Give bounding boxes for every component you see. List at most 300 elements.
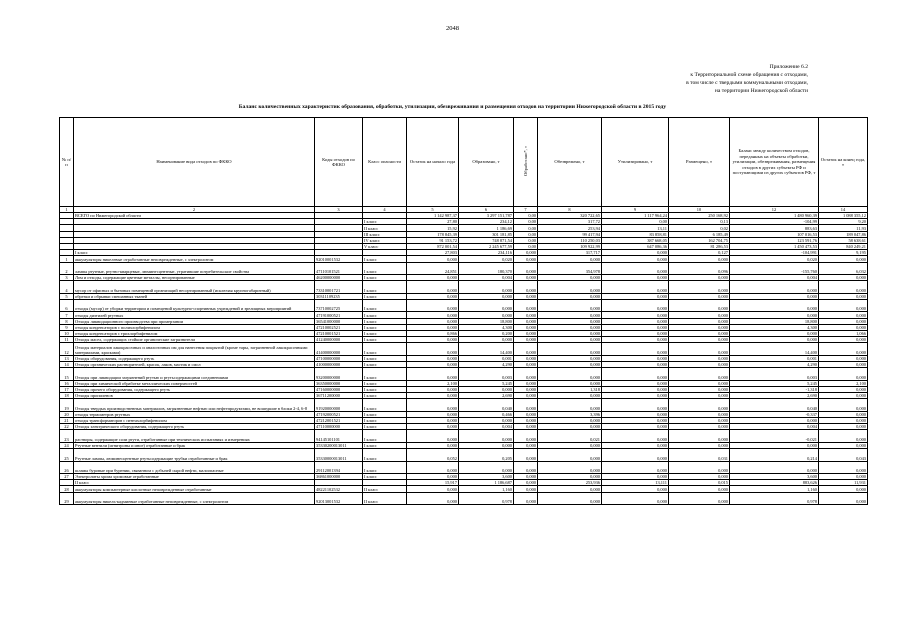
value-cell: 0,02 (669, 225, 730, 231)
hazard-class: I класс (363, 275, 407, 281)
header-cell: Остаток на начало года (407, 118, 459, 207)
value-cell: 0,000 (730, 330, 819, 336)
value-cell: 0,000 (669, 492, 730, 505)
value-cell: 0,000 (407, 324, 459, 330)
value-cell: 0,13 (669, 219, 730, 225)
value-cell: 1 480 960,39 (730, 213, 819, 219)
value-cell: 0,000 (730, 312, 819, 318)
value-cell: 0,000 (514, 318, 538, 324)
row-number: 19 (60, 399, 74, 412)
fkko-code: 41400000000 (315, 343, 363, 356)
table-row (60, 281, 868, 294)
value-cell: 0,000 (819, 424, 868, 430)
value-cell: 0,000 (669, 343, 730, 356)
value-cell: 0,000 (459, 442, 514, 448)
value-cell: 91 153,72 (407, 237, 459, 243)
hazard-class: I класс (363, 330, 407, 336)
value-cell: 27,80 (407, 219, 459, 225)
value-cell: 0,000 (602, 393, 669, 399)
hazard-class: I класс (363, 262, 407, 275)
hazard-class: I класс (363, 368, 407, 381)
fkko-code: 47160000000 (315, 386, 363, 392)
table-row (60, 449, 868, 462)
value-cell: 0,000 (669, 337, 730, 343)
header-cell-vertical: Обработано*, т (522, 146, 528, 177)
value-cell: 0,096 (669, 262, 730, 275)
hazard-class: I класс (363, 362, 407, 368)
value-cell: 0,000 (538, 449, 602, 462)
value-cell: 840 249,21 (819, 243, 868, 249)
value-cell: 0,000 (538, 293, 602, 299)
value-cell: 320 722,65 (538, 213, 602, 219)
hazard-class: I класс (363, 430, 407, 443)
waste-name: I класс (74, 250, 315, 256)
value-cell: 234,12 (459, 219, 514, 225)
value-cell: 0,000 (819, 362, 868, 368)
value-cell: 0,000 (602, 299, 669, 312)
value-cell: 0,000 (459, 293, 514, 299)
value-cell: 24,851 (407, 262, 459, 275)
value-cell: 9,195 (819, 250, 868, 256)
value-cell: 0,000 (538, 318, 602, 324)
value-cell: 14,400 (459, 343, 514, 356)
value-cell: 0,00 (514, 237, 538, 243)
value-cell: 354,978 (538, 262, 602, 275)
row-number: 4 (60, 281, 74, 294)
value-cell: 0,000 (819, 461, 868, 474)
value-cell: 0,000 (514, 380, 538, 386)
value-cell: 2,100 (407, 380, 459, 386)
value-cell: 0,000 (514, 492, 538, 505)
value-cell: 0,000 (538, 324, 602, 330)
value-cell: 0,000 (819, 399, 868, 412)
value-cell: 0,000 (819, 355, 868, 361)
waste-name: II класс (74, 480, 315, 486)
waste-name: отходы термометров ртутных (74, 411, 315, 417)
value-cell: 0,000 (602, 362, 669, 368)
fkko-code: 36350000000 (315, 380, 363, 386)
value-cell: 250 168,92 (669, 213, 730, 219)
value-cell: 234,116 (459, 250, 514, 256)
fkko-code: 47100000000 (315, 355, 363, 361)
value-cell: 0,000 (538, 355, 602, 361)
value-cell: 0,000 (459, 337, 514, 343)
value-cell: 0,000 (602, 424, 669, 430)
value-cell: 0,000 (669, 486, 730, 492)
value-cell: 0,000 (407, 256, 459, 262)
fkko-code: 47110000000 (315, 424, 363, 430)
hazard-class: I класс (363, 256, 407, 262)
value-cell: 162 704,75 (669, 237, 730, 243)
value-cell: 0,866 (407, 330, 459, 336)
value-cell: 0,000 (514, 411, 538, 417)
fkko-code: 47212001521 (315, 417, 363, 423)
waste-name: отходы диэтилей ртутных (74, 312, 315, 318)
waste-name: Отходы масел, содержащих стойкие органические загрязнители (74, 337, 315, 343)
value-cell: 0,000 (669, 430, 730, 443)
value-cell: 0,000 (602, 430, 669, 443)
value-cell: 58 638,61 (819, 237, 868, 243)
value-cell: 0,000 (407, 337, 459, 343)
value-cell: 0,000 (602, 343, 669, 356)
value-cell: 0,00 (514, 243, 538, 249)
value-cell: 1,160 (730, 486, 819, 492)
value-cell: 0,000 (514, 343, 538, 356)
table-row (60, 461, 868, 474)
waste-name: мусор от офисных и бытовых помещений организаций несортированный (исключая крупногабаритный) (74, 281, 315, 294)
column-number: 7 (514, 207, 538, 213)
value-cell: 0,000 (538, 312, 602, 318)
value-cell: 3,600 (459, 474, 514, 480)
value-cell: 0,000 (538, 337, 602, 343)
value-cell: 0,004 (459, 424, 514, 430)
value-cell: 0,000 (602, 262, 669, 275)
value-cell: 0,000 (669, 424, 730, 430)
hazard-class: I класс (363, 293, 407, 299)
value-cell: 0,000 (407, 386, 459, 392)
value-cell: 18,800 (459, 318, 514, 324)
hazard-class: V класс (363, 243, 407, 249)
value-cell: 0,052 (407, 449, 459, 462)
row-number: 22 (60, 424, 74, 430)
value-cell: 0,000 (538, 256, 602, 262)
waste-name: аккумуляторы никель-кадмиевые отработанные неповрежденные, с электролитом (74, 492, 315, 505)
row-number: 21 (60, 417, 74, 423)
hazard-class: I класс (363, 355, 407, 361)
value-cell: 0,000 (819, 486, 868, 492)
value-cell: 123 591,76 (730, 237, 819, 243)
value-cell: 0,200 (459, 330, 514, 336)
value-cell: 0,004 (730, 424, 819, 430)
table-row (60, 343, 868, 356)
waste-name: ВСЕГО по Нижегородской области (74, 213, 315, 219)
value-cell: 0,000 (514, 324, 538, 330)
column-number: 12 (730, 207, 819, 213)
value-cell: 0,000 (407, 486, 459, 492)
value-cell: 0,978 (459, 492, 514, 505)
value-cell: 0,040 (730, 399, 819, 412)
value-cell: 4,290 (730, 362, 819, 368)
value-cell: 0,00 (602, 219, 669, 225)
value-cell: 0,000 (514, 256, 538, 262)
value-cell: 0,040 (459, 399, 514, 412)
value-cell: 15,917 (407, 480, 459, 486)
value-cell: 0,000 (407, 343, 459, 356)
value-cell: 0,000 (514, 330, 538, 336)
page-number: 2048 (446, 25, 459, 32)
hazard-class: I класс (363, 324, 407, 330)
value-cell: 0,000 (514, 399, 538, 412)
value-cell: 0,000 (514, 281, 538, 294)
value-cell: 0,000 (602, 461, 669, 474)
column-number: 6 (459, 207, 514, 213)
value-cell: 4,300 (459, 324, 514, 330)
hazard-class: I класс (363, 474, 407, 480)
hazard-class: I класс (363, 281, 407, 294)
hazard-class: II класс (363, 225, 407, 231)
value-cell: 0,000 (602, 399, 669, 412)
fkko-code: 46200000000 (315, 275, 363, 281)
row-number: 5 (60, 293, 74, 299)
hazard-class: I класс (363, 393, 407, 399)
value-cell: 0,000 (602, 380, 669, 386)
value-cell: 0,000 (602, 293, 669, 299)
waste-name: Отходы при химической обработке металлических поверхностей (74, 380, 315, 386)
value-cell: 0,000 (602, 492, 669, 505)
value-cell: 0,000 (538, 299, 602, 312)
value-cell: 0,000 (602, 256, 669, 262)
value-cell: 1,318 (538, 386, 602, 392)
value-cell: 253,94 (538, 225, 602, 231)
value-cell: 110 250,03 (538, 237, 602, 243)
value-cell: 1 186,69 (459, 225, 514, 231)
value-cell: 0,000 (730, 281, 819, 294)
value-cell: 0,000 (459, 417, 514, 423)
value-cell: 0,000 (669, 474, 730, 480)
fkko-code: 36541000000 (315, 318, 363, 324)
value-cell: 14,400 (730, 343, 819, 356)
value-cell: 0,000 (819, 368, 868, 381)
header-cell: Размещено, т (669, 118, 730, 207)
value-cell: 0,004 (459, 275, 514, 281)
header-cell (514, 118, 538, 207)
fkko-code: 41240000000 (315, 337, 363, 343)
value-cell: 109 922,99 (538, 243, 602, 249)
row-number: 24 (60, 442, 74, 448)
value-cell: 0,205 (459, 449, 514, 462)
value-cell: 0,000 (602, 281, 669, 294)
value-cell: 0,000 (669, 386, 730, 392)
hazard-class: I класс (363, 318, 407, 324)
waste-name: Отходы оборудования, содержащего ртуть (74, 355, 315, 361)
fkko-code: 30311109235 (315, 293, 363, 299)
waste-name: Отходы электрического оборудования, содержащего ртуть (74, 424, 315, 430)
value-cell: 0,000 (819, 256, 868, 262)
value-cell: 0,000 (538, 461, 602, 474)
value-cell: 0,000 (407, 411, 459, 417)
value-cell: 0,000 (538, 368, 602, 381)
waste-name: шламы буровые при бурении, связанном с добычей сырой нефти, малоопасные (74, 461, 315, 474)
value-cell: 0,000 (669, 281, 730, 294)
value-cell: 0,000 (407, 355, 459, 361)
fkko-code: 35330000013011 (315, 449, 363, 462)
value-cell: 0,000 (538, 424, 602, 430)
value-cell: 0,000 (407, 430, 459, 443)
hazard-class: I класс (363, 461, 407, 474)
value-cell: 13,111 (602, 480, 669, 486)
column-number: 3 (315, 207, 363, 213)
row-number: 13 (60, 355, 74, 361)
value-cell: 0,000 (602, 330, 669, 336)
value-cell: 0,000 (514, 486, 538, 492)
value-cell: 0,000 (819, 275, 868, 281)
row-number: 23 (60, 430, 74, 443)
value-cell: 0,000 (407, 281, 459, 294)
fkko-code: 41000000000 (315, 362, 363, 368)
value-cell: 0,000 (459, 461, 514, 474)
waste-name: аккумуляторы компьютерные кислотные неповрежденные отработанные (74, 486, 315, 492)
fkko-code: 47192000521 (315, 411, 363, 417)
value-cell: 4,290 (459, 362, 514, 368)
value-cell: 0,000 (730, 299, 819, 312)
value-cell: 0,127 (669, 250, 730, 256)
value-cell: 0,000 (514, 480, 538, 486)
value-cell: 0,000 (514, 430, 538, 443)
value-cell: 0,000 (819, 393, 868, 399)
value-cell: 0,000 (669, 461, 730, 474)
value-cell: 0,000 (602, 318, 669, 324)
header-cell: Образовано, т (459, 118, 514, 207)
value-cell: 0,000 (538, 281, 602, 294)
hazard-class: I класс (363, 299, 407, 312)
value-cell: 0,000 (514, 275, 538, 281)
fkko-code: 94145101101 (315, 430, 363, 443)
value-cell: 2,100 (819, 380, 868, 386)
table-row (60, 492, 868, 505)
value-cell: 872 001,54 (407, 243, 459, 249)
value-cell: 0,004 (730, 275, 819, 281)
row-number: 9 (60, 324, 74, 330)
value-cell: 2 245 677,59 (459, 243, 514, 249)
value-cell: 0,000 (407, 417, 459, 423)
header-cell: № п/п (60, 118, 74, 207)
value-cell: 99 417,94 (538, 231, 602, 237)
hazard-class: I класс (363, 442, 407, 448)
value-cell: 0,000 (514, 393, 538, 399)
document-title: Баланс количественных характеристик образования, обработки, утилизации, обезвреживания и размещения отходов на территории Нижегородской области в 2015 году (238, 104, 667, 110)
value-cell: 0,000 (730, 417, 819, 423)
fkko-code: 36861000000 (315, 474, 363, 480)
value-cell: 0,000 (514, 417, 538, 423)
value-cell: 0,000 (669, 312, 730, 318)
annex-line: на территории Нижегородской области (714, 88, 808, 94)
waste-name: отходы трансформаторов с пентахлорбифенилом (74, 417, 315, 423)
value-cell: 0,000 (514, 424, 538, 430)
row-number: 17 (60, 386, 74, 392)
hazard-class: I класс (363, 399, 407, 412)
column-number: 2 (74, 207, 315, 213)
value-cell: 0,000 (538, 330, 602, 336)
value-cell: 0,00 (514, 219, 538, 225)
value-cell: 0,000 (602, 250, 669, 256)
annex-block (638, 63, 808, 95)
value-cell: 0,00 (514, 231, 538, 237)
hazard-class: II класс (363, 486, 407, 492)
row-number: 2 (60, 262, 74, 275)
value-cell: 0,000 (514, 449, 538, 462)
value-cell: 0,000 (459, 430, 514, 443)
value-cell: 317,72 (538, 219, 602, 225)
value-cell: 0,000 (819, 442, 868, 448)
value-cell: 189 047,86 (819, 231, 868, 237)
value-cell: -155,760 (730, 262, 819, 275)
value-cell: 18,800 (730, 318, 819, 324)
value-cell: 0,000 (669, 368, 730, 381)
header-cell: Коды отходов по ФККО (315, 118, 363, 207)
row-number: 25 (60, 449, 74, 462)
value-cell: 15,92 (407, 225, 459, 231)
value-cell: 883,63 (730, 225, 819, 231)
value-cell: -0,021 (730, 430, 819, 443)
value-cell: 1 088 355,12 (819, 213, 868, 219)
value-cell: 301 181,85 (459, 231, 514, 237)
fkko-code: 47210002521 (315, 324, 363, 330)
value-cell: 0,000 (514, 299, 538, 312)
row-number: 29 (60, 492, 74, 505)
value-cell: 0,000 (819, 411, 868, 417)
waste-name: Отходы ликвидационного производства при промерзании (74, 318, 315, 324)
value-cell: 13,11 (602, 225, 669, 231)
hazard-class: I класс (363, 449, 407, 462)
value-cell: 0,000 (669, 318, 730, 324)
value-cell: 0,000 (602, 411, 669, 417)
value-cell: 2,690 (459, 393, 514, 399)
value-cell: 0,000 (730, 442, 819, 448)
header-cell: Утилизировано, т (602, 118, 669, 207)
fkko-code: 47110101521 (315, 262, 363, 275)
value-cell: 0,000 (407, 399, 459, 412)
fkko-code: 93200000000 (315, 368, 363, 381)
row-number: 18 (60, 393, 74, 399)
value-cell: 9,20 (819, 219, 868, 225)
value-cell: 0,000 (669, 417, 730, 423)
value-cell: 5,245 (459, 380, 514, 386)
value-cell: 0,003 (730, 368, 819, 381)
value-cell: 647 086,36 (602, 243, 669, 249)
value-cell: 0,000 (819, 299, 868, 312)
waste-name: растворы, содержащие соли ртути, отработанные при технических испытаниях и измерениях (74, 430, 315, 443)
fkko-code: 47210001521 (315, 330, 363, 336)
value-cell: 0,000 (819, 281, 868, 294)
value-cell: 0,015 (669, 480, 730, 486)
row-number: 27 (60, 474, 74, 480)
hazard-class: I класс (363, 343, 407, 356)
value-cell: 3 297 151,787 (459, 213, 514, 219)
row-number: 8 (60, 318, 74, 324)
header-cell: Наименование вида отходов по ФККО (74, 118, 315, 207)
value-cell: 0,000 (514, 474, 538, 480)
waste-name: Лом и отходы, содержащие цветные металлы, несортированные (74, 275, 315, 281)
value-cell: 0,000 (602, 337, 669, 343)
fkko-code: 47191000521 (315, 312, 363, 318)
column-number: 5 (407, 207, 459, 213)
value-cell: 0,000 (819, 430, 868, 443)
balance-table (59, 117, 868, 505)
value-cell: 6 185,49 (669, 231, 730, 237)
value-cell: 0,020 (459, 256, 514, 262)
hazard-class: I класс (363, 380, 407, 386)
column-number: 14 (819, 207, 868, 213)
value-cell: 0,000 (538, 492, 602, 505)
row-number: 16 (60, 380, 74, 386)
value-cell: 0,000 (538, 474, 602, 480)
value-cell: -104,991 (730, 250, 819, 256)
value-cell: 0,000 (602, 442, 669, 448)
column-number: 10 (669, 207, 730, 213)
value-cell: 0,000 (538, 486, 602, 492)
value-cell: 0,000 (669, 362, 730, 368)
fkko-code: 48221102532 (315, 486, 363, 492)
value-cell: 0,000 (819, 318, 868, 324)
hazard-class: I класс (363, 219, 407, 225)
row-number: 11 (60, 337, 74, 343)
value-cell: 0,000 (819, 417, 868, 423)
value-cell: 0,001 (730, 355, 819, 361)
waste-name: аккумуляторы никелевые отработанные неповрежденные, с электролитом (74, 256, 315, 262)
value-cell: 0,000 (669, 330, 730, 336)
waste-name: Отходы при ликвидации загрязнений ртутью и ртутьсодержащими соединениями (74, 368, 315, 381)
value-cell: 0,000 (602, 355, 669, 361)
